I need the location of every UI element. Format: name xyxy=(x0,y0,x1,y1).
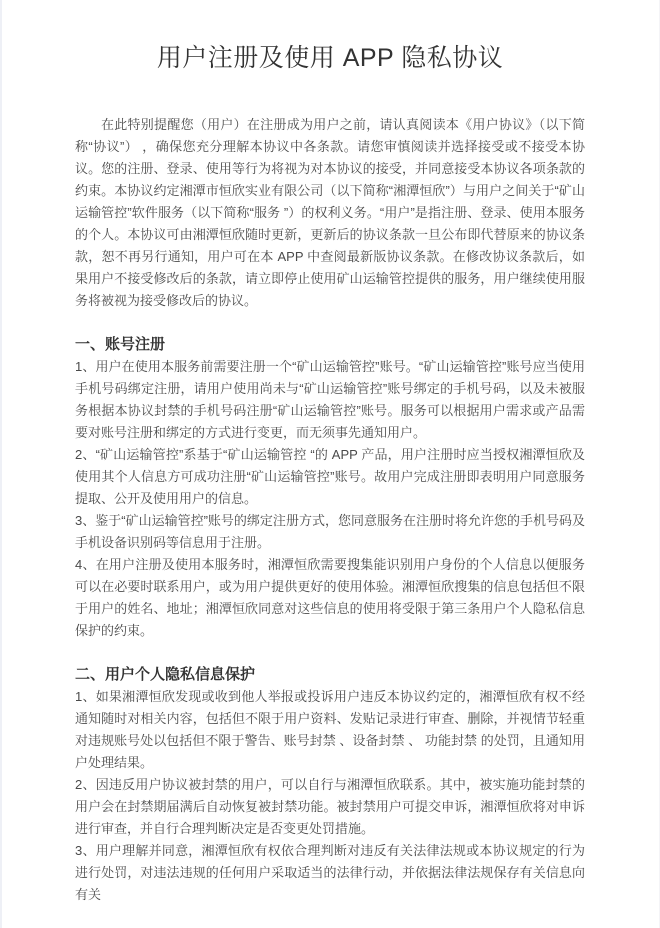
section-account-registration xyxy=(75,334,585,642)
section-2-item-2: 2、因违反用户协议被封禁的用户，可以自行与湘潭恒欣联系。其中，被实施功能封禁的用户会在封禁期届满后自动恢复被封禁功能。被封禁用户可提交申诉，湘潭恒欣将对申诉进行审查，并自行合理判断决定是否变更处罚措施。 xyxy=(75,777,585,836)
section-privacy-protection xyxy=(75,664,585,906)
section-2-heading: 二、用户个人隐私信息保护 xyxy=(75,666,256,683)
section-2-item-3: 3、用户理解并同意，湘潭恒欣有权依合理判断对违反有关法律法规或本协议规定的行为进行处罚，对违法违规的任何用户采取适当的法律行动，并依据法律法规保存有关信息向有关 xyxy=(75,843,585,902)
section-2-item-1: 1、如果湘潭恒欣发现或收到他人举报或投诉用户违反本协议约定的，湘潭恒欣有权不经通知随时对相关内容，包括但不限于用户资料、发贴记录进行审查、删除，并视情节轻重对违规账号处以包括但不限于警告、账号封禁 、设备封禁 、 功能封禁 的处罚，且通知用户处理结果。 xyxy=(75,689,585,770)
section-1-item-1: 1、用户在使用本服务前需要注册一个“矿山运输管控”账号。“矿山运输管控”账号应当使用手机号码绑定注册，请用户使用尚未与“矿山运输管控”账号绑定的手机号码，以及未被服务根据本协议封禁的手机号码注册“矿山运输管控”账号。服务可以根据用户需求或产品需要对账号注册和绑定的方式进行变更，而无须事先通知用户。 xyxy=(75,359,585,440)
intro-paragraph: 在此特别提醒您（用户）在注册成为用户之前，请认真阅读本《用户协议》（以下简称“协议”） ，确保您充分理解本协议中各条款。请您审慎阅读并选择接受或不接受本协议。您的注册、登录、使用等行为将视为对本协议的接受，并同意接受本协议各项条款的约束。本协议约定湘潭市恒欣实业有限公司（以下简称“湘潭恒欣”）与用户之间关于“矿山运输管控”软件服务（以下简称“服务 ”）的权利义务。“用户”是指注册、登录、使用本服务的个人。本协议可由湘潭恒欣随时更新，更新后的协议条款一旦公布即代替原来的协议条款，恕不再另行通知，用户可在本 APP 中查阅最新版协议条款。在修改协议条款后，如果用户不接受修改后的条款，请立即停止使用矿山运输管控提供的服务，用户继续使用服务将被视为接受修改后的协议。 xyxy=(75,117,585,308)
section-1-item-4: 4、在用户注册及使用本服务时，湘潭恒欣需要搜集能识别用户身份的个人信息以便服务可以在必要时联系用户，或为用户提供更好的使用体验。湘潭恒欣搜集的信息包括但不限于用户的姓名、地址；湘潭恒欣同意对这些信息的使用将受限于第三条用户个人隐私信息保护的约束。 xyxy=(75,557,585,638)
page-title: 用户注册及使用 APP 隐私协议 xyxy=(156,44,504,72)
section-1-item-2: 2、“矿山运输管控”系基于“矿山运输管控 “的 APP 产品，用户注册时应当授权湘潭恒欣及使用其个人信息方可成功注册“矿山运输管控”账号。故用户完成注册即表明用户同意服务提取、公开及使用用户的信息。 xyxy=(75,447,585,506)
section-1-item-3: 3、鉴于“矿山运输管控”账号的绑定注册方式，您同意服务在注册时将允许您的手机号码及手机设备识别码等信息用于注册。 xyxy=(75,513,585,550)
agreement-document xyxy=(2,0,659,928)
section-1-heading: 一、账号注册 xyxy=(75,336,166,353)
